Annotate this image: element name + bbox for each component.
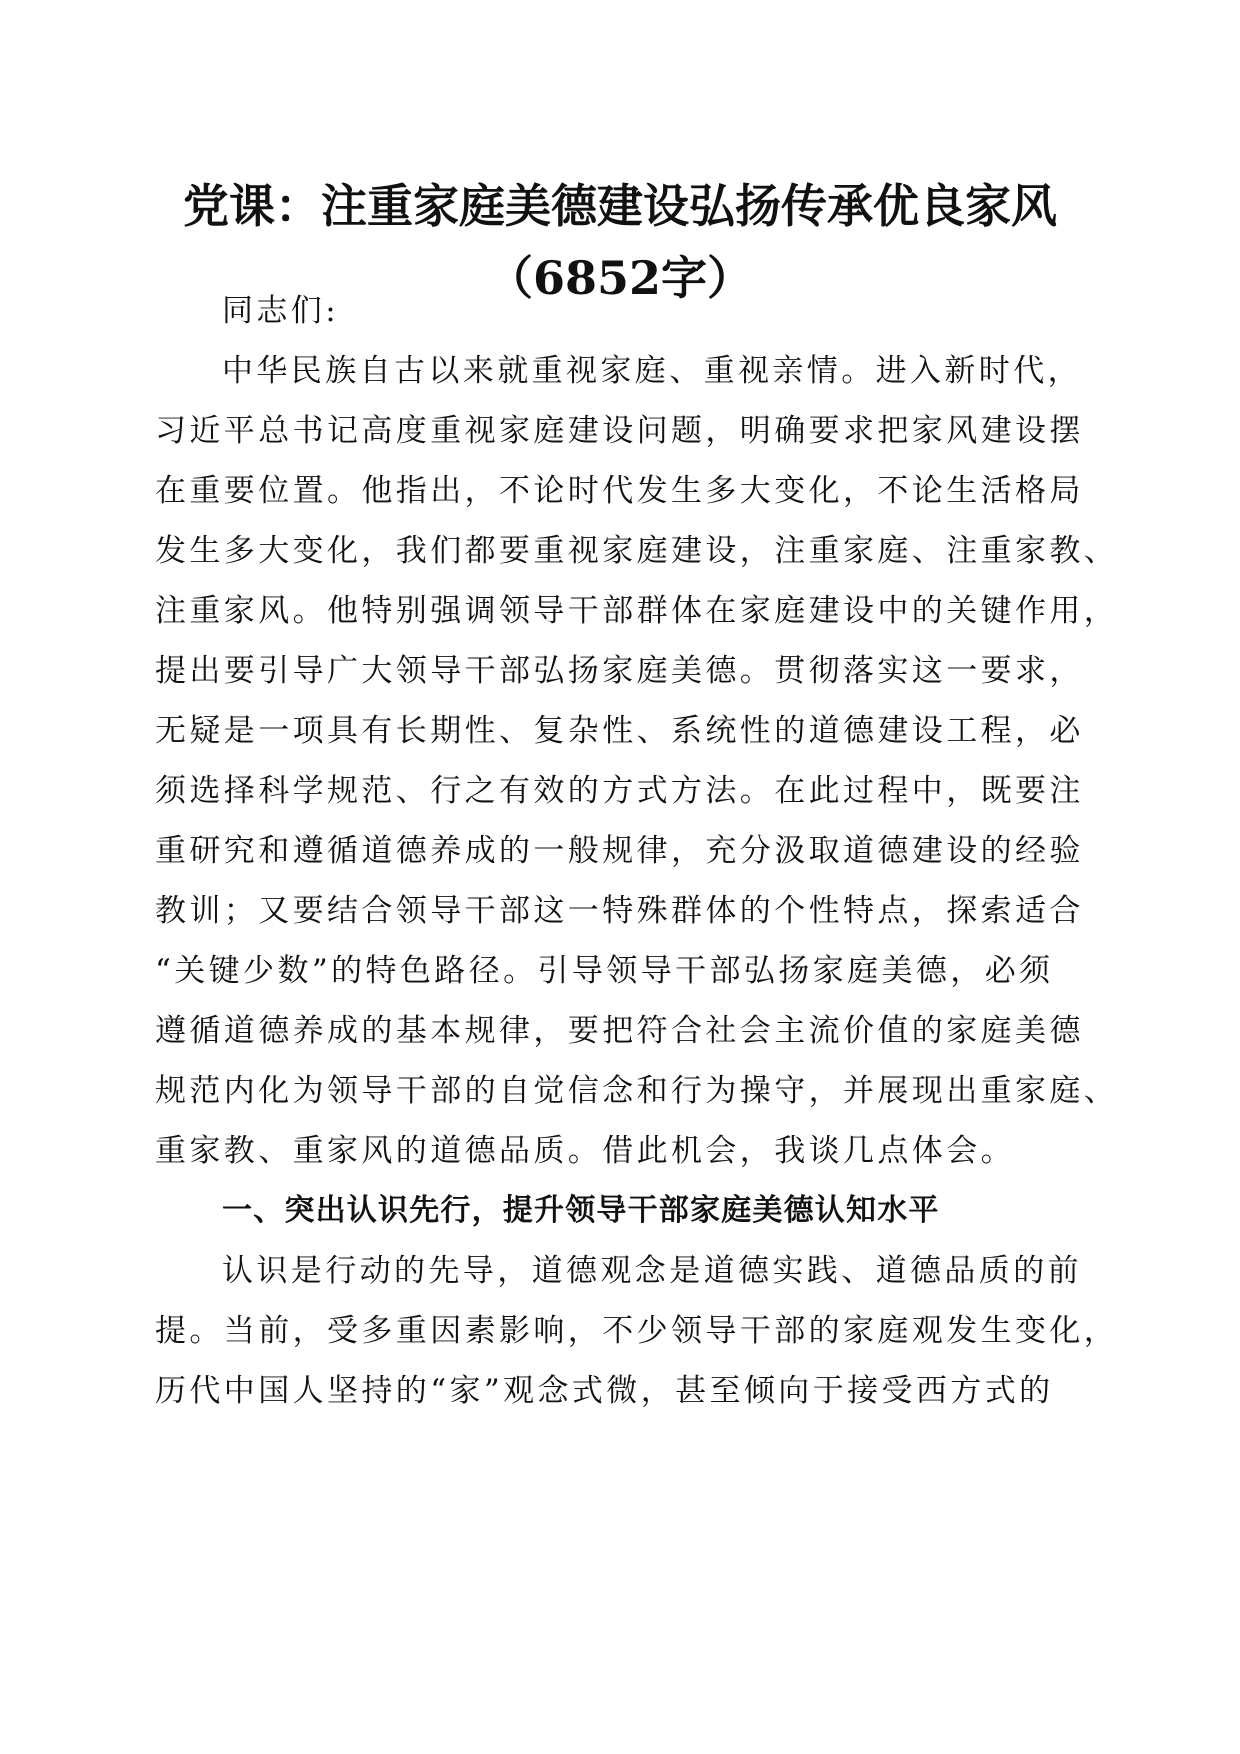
paragraph-line: 重家教、重家风的道德品质。借此机会，我谈几点体会。 — [155, 1133, 1015, 1169]
paragraph-line: 提出要引导广大领导干部弘扬家庭美德。贯彻落实这一要求， — [155, 653, 1084, 689]
paragraph-line: 历代中国人坚持的“家”观念式微，甚至倾向于接受西方式的 — [155, 1373, 1054, 1409]
paragraph-line: 认识是行动的先导，道德观念是道德实践、道德品质的前 — [222, 1253, 1082, 1289]
paragraph-line: “关键少数”的特色路径。引导领导干部弘扬家庭美德，必须 — [155, 953, 1054, 989]
paragraph-line: 遵循道德养成的基本规律，要把符合社会主流价值的家庭美德 — [155, 1013, 1084, 1049]
document-word-count: （6852字） — [486, 251, 754, 305]
paragraph-line: 须选择科学规范、行之有效的方式方法。在此过程中，既要注 — [155, 773, 1084, 809]
paragraph-line: 习近平总书记高度重视家庭建设问题，明确要求把家风建设摆 — [155, 413, 1084, 449]
document-title: 党课：注重家庭美德建设弘扬传承优良家风 — [183, 179, 1057, 233]
paragraph-line: 教训；又要结合领导干部这一特殊群体的个性特点，探索适合 — [155, 893, 1084, 929]
paragraph-line: 注重家风。他特别强调领导干部群体在家庭建设中的关键作用， — [155, 593, 1119, 629]
paragraph-line: 中华民族自古以来就重视家庭、重视亲情。进入新时代， — [222, 353, 1082, 389]
paragraph-line: 无疑是一项具有长期性、复杂性、系统性的道德建设工程，必 — [155, 713, 1084, 749]
paragraph-line: 规范内化为领导干部的自觉信念和行为操守，并展现出重家庭、 — [155, 1073, 1119, 1109]
paragraph-line: 发生多大变化，我们都要重视家庭建设，注重家庭、注重家教、 — [155, 533, 1119, 569]
paragraph-line: 提。当前，受多重因素影响，不少领导干部的家庭观发生变化， — [155, 1313, 1119, 1349]
paragraph-line: 在重要位置。他指出，不论时代发生多大变化，不论生活格局 — [155, 473, 1084, 509]
paragraph-line: 重研究和遵循道德养成的一般规律，充分汲取道德建设的经验 — [155, 833, 1084, 869]
salutation: 同志们: — [222, 293, 340, 329]
section-heading: 一、突出认识先行，提升领导干部家庭美德认知水平 — [222, 1193, 940, 1228]
